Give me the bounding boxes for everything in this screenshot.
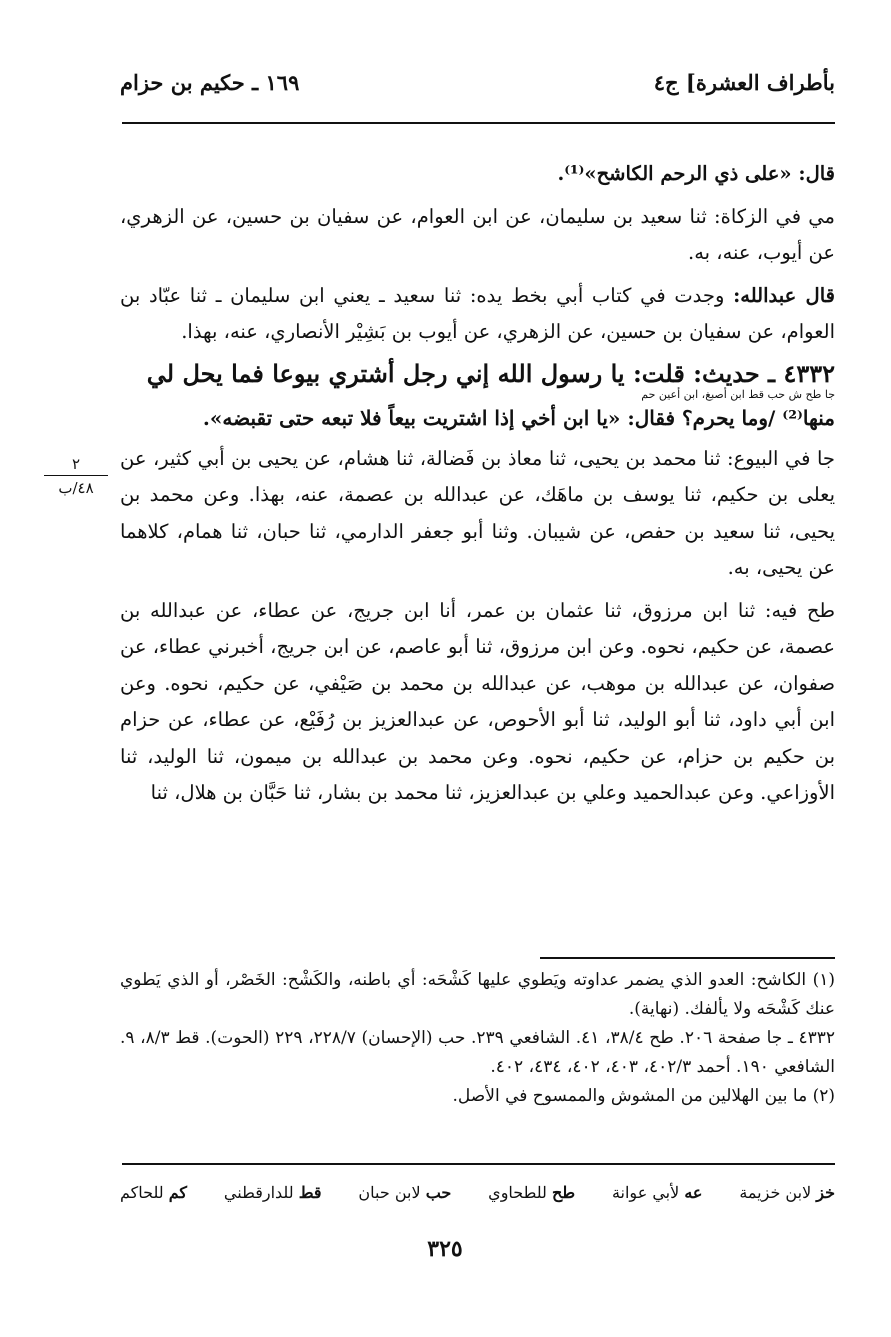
footnote-1: (١) الكاشح: العدو الذي يضمر عداوته ويَطوي عليها كَشْحَه: أي باطنه، والكَشْح: الخَصْر، أو الذي يَطوي عنك كَشْحَه ولا يألفك. (نهاية). bbox=[120, 970, 835, 1019]
footnote-3: (٢) ما بين الهلالين من المشوش والممسوح في الأصل. bbox=[452, 1086, 835, 1106]
margin-note-divider bbox=[44, 475, 108, 476]
paragraph-lead: قال عبدالله: bbox=[733, 283, 835, 307]
paragraph-ibn-jarud: جا في البيوع: ثنا محمد بن يحيى، ثنا معاذ بن فَضالة، ثنا هشام، عن يحيى بن أبي كثير، عن يعلى بن حكيم، ثنا يوسف بن ماهَك، عن عبدالله بن عصمة، عنه، بهذا. وعن محمد بن يحيى، ثنا سعيد بن حفص، عن شيبان. وثنا أبو جعفر الدارمي، ثنا حبان، ثنا همام، كلاهما عن يحيى، به. bbox=[120, 446, 835, 579]
header-rule bbox=[122, 122, 835, 124]
abbr-item: قط للدارقطني bbox=[223, 1183, 322, 1202]
abbr-item: طح للطحاوي bbox=[488, 1183, 576, 1202]
abbr-item: كم للحاكم bbox=[120, 1183, 188, 1202]
footnote-rule bbox=[540, 957, 835, 959]
abbr-item: حب لابن حبان bbox=[358, 1183, 452, 1202]
main-text bbox=[120, 156, 835, 812]
margin-folio-note bbox=[44, 454, 108, 498]
paragraph-darimi: مي في الزكاة: ثنا سعيد بن سليمان، عن ابن العوام، عن سفيان بن حسين، عن الزهري، عن أيوب، عنه، به. bbox=[120, 204, 835, 264]
book-title: بأطراف العشرة] ج٤ bbox=[653, 70, 835, 95]
section-title: ١٦٩ ـ حكيم بن حزام bbox=[120, 70, 300, 95]
paragraph-abdullah-text: وجدت في كتاب أبي بخط يده: ثنا سعيد ـ يعني ابن سليمان ـ ثنا عبّاد بن العوام، عن سفيان بن حسين، عن الزهري، عن أيوب بن بَشِيْر الأنصاري، عنه، بهذا. bbox=[120, 283, 835, 343]
paragraph-quote: قال: «على ذي الرحم الكاشح»⁽¹⁾. bbox=[557, 162, 835, 185]
footer-rule bbox=[122, 1163, 835, 1165]
margin-note-bottom: ٤٨/ب bbox=[58, 479, 94, 497]
hadith-text: منها⁽²⁾ /وما يحرم؟ فقال: «يا ابن أخي إذا اشتريت بيعاً فلا تبعه حتى تقبضه». bbox=[202, 405, 835, 430]
footnotes bbox=[120, 966, 835, 1111]
abbr-item: خز لابن خزيمة bbox=[739, 1183, 835, 1202]
hadith-block bbox=[120, 359, 835, 435]
hadith-heading: ٤٣٣٢ ـ حديث: قلت: يا رسول الله إني رجل أشتري بيوعا فما يحل لي bbox=[146, 358, 835, 388]
paragraph-abdullah bbox=[120, 278, 835, 351]
abbreviation-key bbox=[120, 1183, 835, 1202]
hadith-source-codes: جا طح ش حب قط ابن أصبغ، ابن أعين حم bbox=[641, 387, 835, 401]
margin-note-top: ٢ bbox=[71, 455, 81, 473]
abbr-item: عه لأبي عوانة bbox=[611, 1183, 703, 1202]
footnote-2: ٤٣٣٢ ـ جا صفحة ٢٠٦. طح ٣٨/٤، ٤١. الشافعي ٢٣٩. حب (الإحسان) ٢٢٨/٧، ٢٢٩ (الحوت). قط ٨/٣، ٩. الشافعي ١٩٠. أحمد ٤٠٢/٣، ٤٠٣، ٤٠٢، ٤٣٤، ٤٠٢. bbox=[120, 1028, 836, 1077]
page-header bbox=[120, 70, 835, 106]
page-number: ٣٢٥ bbox=[427, 1236, 463, 1262]
paragraph-tahawi: طح فيه: ثنا ابن مرزوق، ثنا عثمان بن عمر، أنا ابن جريج، عن عطاء، عن عبدالله بن عصمة، عن حكيم، نحوه. وعن ابن مرزوق، ثنا أبو عاصم، عن ابن جريج، أخبرني عطاء، عن صفوان، عن عبدالله بن موهب، عن عبدالله بن محمد بن صَيْفي، عن حكيم، نحوه. وعن ابن أبي داود، ثنا أبو الوليد، ثنا أبو الأحوص، عن عبدالعزيز بن رُفَيْع، عن عطاء، عن حزام بن حكيم بن حزام، عن حكيم، نحوه. وعن محمد بن عبدالله بن ميمون، ثنا الوليد، ثنا الأوزاعي. وعن عبدالحميد وعلي بن عبدالعزيز، ثنا محمد بن بشار، ثنا حَبَّان بن هلال، ثنا bbox=[120, 598, 835, 804]
